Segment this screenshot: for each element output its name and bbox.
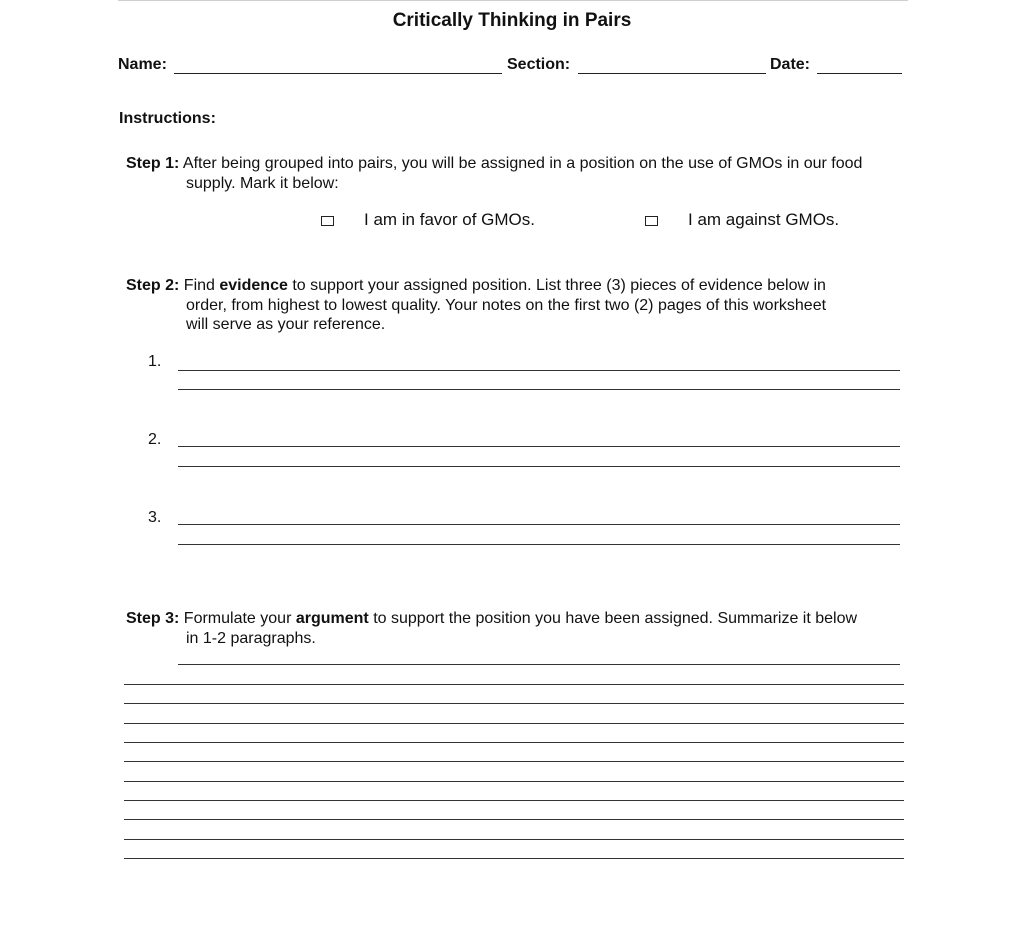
name-label: Name: bbox=[118, 56, 167, 73]
step-2-text-post: to support your assigned position. List three (3) pieces of evidence below in bbox=[292, 277, 826, 294]
argument-line[interactable] bbox=[124, 781, 904, 782]
argument-line[interactable] bbox=[124, 800, 904, 801]
evidence-1-line-a[interactable] bbox=[178, 370, 900, 371]
step-2-text-pre: Find bbox=[183, 277, 215, 294]
name-field[interactable] bbox=[174, 73, 502, 74]
date-label: Date: bbox=[770, 56, 811, 73]
argument-line[interactable] bbox=[178, 664, 900, 665]
step-2 bbox=[126, 276, 916, 335]
step-1-text: After being grouped into pairs, you will be assigned in a position on the use of GMOs in our food bbox=[182, 155, 863, 172]
step-1 bbox=[126, 154, 916, 193]
against-option[interactable] bbox=[645, 210, 839, 230]
argument-line[interactable] bbox=[124, 858, 904, 859]
step-3-keyword: argument bbox=[295, 610, 369, 627]
evidence-number-1: 1. bbox=[148, 353, 162, 370]
step-3-label: Step 3: bbox=[126, 610, 180, 627]
evidence-1-line-b[interactable] bbox=[178, 389, 900, 390]
against-checkbox[interactable] bbox=[645, 216, 658, 226]
instructions-heading: Instructions: bbox=[119, 110, 216, 127]
favor-option-label: I am in favor of GMOs. bbox=[364, 210, 535, 229]
evidence-2-line-a[interactable] bbox=[178, 446, 900, 447]
step-3 bbox=[126, 609, 916, 648]
argument-line[interactable] bbox=[124, 723, 904, 724]
evidence-number-3: 3. bbox=[148, 509, 162, 526]
section-field[interactable] bbox=[578, 73, 766, 74]
argument-line[interactable] bbox=[124, 703, 904, 704]
against-option-label: I am against GMOs. bbox=[688, 210, 840, 229]
argument-line[interactable] bbox=[124, 684, 904, 685]
section-label: Section: bbox=[507, 56, 571, 73]
evidence-number-2: 2. bbox=[148, 431, 162, 448]
step-3-text-post: to support the position you have been assigned. Summarize it below bbox=[373, 610, 858, 627]
argument-line[interactable] bbox=[124, 761, 904, 762]
favor-option[interactable] bbox=[321, 210, 535, 230]
evidence-2-line-b[interactable] bbox=[178, 466, 900, 467]
page-title: Critically Thinking in Pairs bbox=[392, 10, 632, 31]
step-2-text-line2: order, from highest to lowest quality. Your notes on the first two (2) pages of this worksheet bbox=[186, 296, 827, 314]
step-1-label: Step 1: bbox=[126, 155, 180, 172]
evidence-3-line-b[interactable] bbox=[178, 544, 900, 545]
step-1-text-cont: supply. Mark it below: bbox=[186, 174, 339, 192]
step-2-text-line3: will serve as your reference. bbox=[186, 316, 386, 333]
argument-line[interactable] bbox=[124, 819, 904, 820]
date-field[interactable] bbox=[817, 73, 902, 74]
step-2-keyword: evidence bbox=[219, 277, 288, 294]
argument-line[interactable] bbox=[124, 742, 904, 743]
argument-line[interactable] bbox=[124, 839, 904, 840]
header-fields bbox=[118, 56, 904, 78]
step-2-label: Step 2: bbox=[126, 277, 180, 294]
favor-checkbox[interactable] bbox=[321, 216, 334, 226]
step-3-text-line2: in 1-2 paragraphs. bbox=[186, 629, 316, 647]
evidence-3-line-a[interactable] bbox=[178, 524, 900, 525]
top-rule bbox=[118, 0, 908, 1]
step-3-text-pre: Formulate your bbox=[183, 610, 292, 627]
